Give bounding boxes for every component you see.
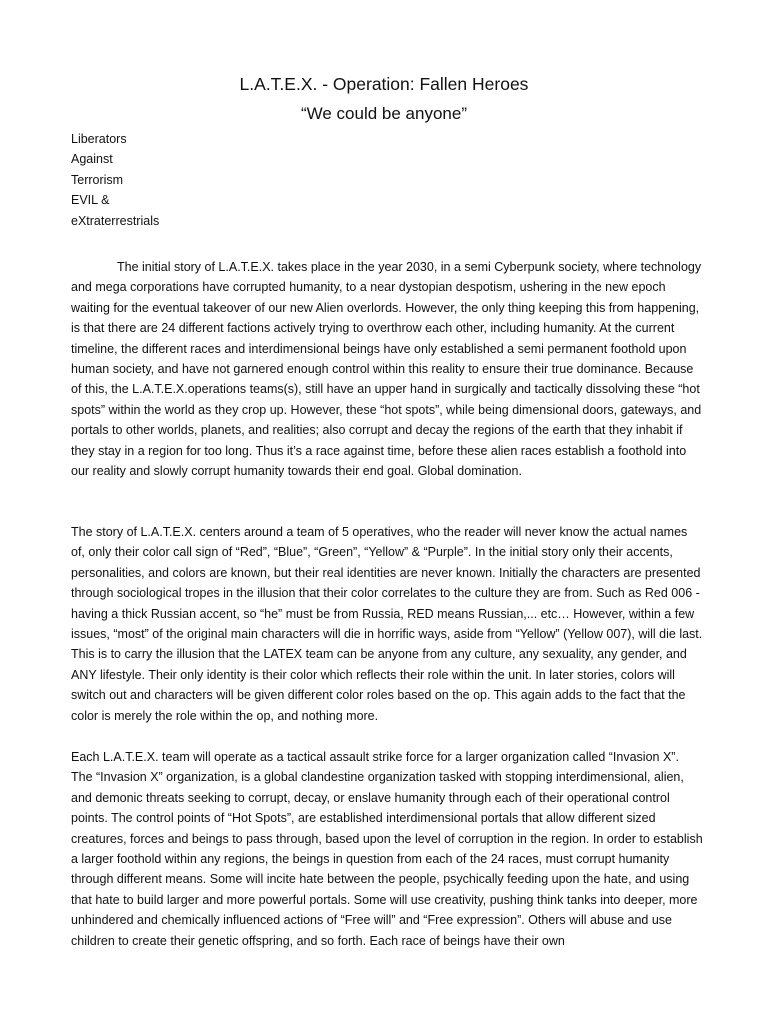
- body-paragraph: The initial story of L.A.T.E.X. takes place in the year 2030, in a semi Cyberpunk society, where technology and mega corporations have corrupted humanity, to a near dystopian despotism, ushering in the new epoch waiting for the eventual takeover of our new Alien overlords. However, the only thing keeping this from happening, is that there are 24 different factions actively trying to overthrow each other, including humanity. At the current timeline, the different races and interdimensional beings have only established a semi permanent foothold upon human society, and have not garnered enough control within this reality to ensure their true dominance. Because of this, the L.A.T.E.X.operations teams(s), still have an upper hand in surgically and tactically dissolving these “hot spots” within the world as they crop up. However, these “hot spots”, while being dimensional doors, gateways, and portals to other worlds, planets, and realities; also corrupt and decay the regions of the earth that they inhabit if they stay in a region for too long. Thus it’s a race against time, before these alien races establish a foothold into our reality and slowly corrupt humanity towards their end goal. Global domination.: [71, 260, 702, 479]
- acronym-line: eXtraterrestrials: [71, 213, 160, 228]
- acronym-line: Against: [71, 152, 113, 167]
- document-title: L.A.T.E.X. - Operation: Fallen Heroes: [239, 74, 529, 94]
- acronym-line: Terrorism: [71, 172, 124, 187]
- acronym-line: EVIL &: [71, 193, 110, 208]
- acronym-list: [71, 129, 159, 231]
- body-paragraph: The story of L.A.T.E.X. centers around a team of 5 operatives, who the reader will never know the actual names of, only their color call sign of “Red”, “Blue”, “Green”, “Yellow” & “Purple”. In the initial story only their accents, personalities, and colors are known, but their real identities are never known. Initially the characters are presented through sociological tropes in the illusion that their color correlates to the culture they are from. Such as Red 006 - having a thick Russian accent, so “he” must be from Russia, RED means Russian,... etc… However, within a few issues, “most” of the original main characters will die in horrific ways, aside from “Yellow” (Yellow 007), will die last. This is to carry the illusion that the LATEX team can be anyone from any culture, any sexuality, any gender, and ANY lifestyle. Their only identity is their color which reflects their role within the unit. In later stories, colors will switch out and characters will be given different color roles based on the op. This again adds to the fact that the color is merely the role within the op, and nothing more.: [71, 525, 703, 723]
- body-paragraph: Each L.A.T.E.X. team will operate as a tactical assault strike force for a larger organization called “Invasion X”. The “Invasion X” organization, is a global clandestine organization tasked with stopping interdimensional, alien, and demonic threats seeking to corrupt, decay, or enslave humanity through each of their operational control points. The control points of “Hot Spots”, are established interdimensional portals that allow different sized creatures, forces and beings to pass through, based upon the level of corruption in the region. In order to establish a larger foothold within any regions, the beings in question from each of the 24 races, must corrupt humanity through different means. Some will incite hate between the people, psychically feeding upon the hate, and using that hate to build larger and more powerful portals. Some will use creativity, pushing think tanks into deeper, more unhindered and chemically influenced actions of “Free will” and “Free expression”. Others will abuse and use children to create their genetic offspring, and so forth. Each race of beings have their own: [71, 750, 703, 948]
- acronym-line: Liberators: [71, 132, 127, 146]
- document-subtitle: “We could be anyone”: [300, 104, 467, 123]
